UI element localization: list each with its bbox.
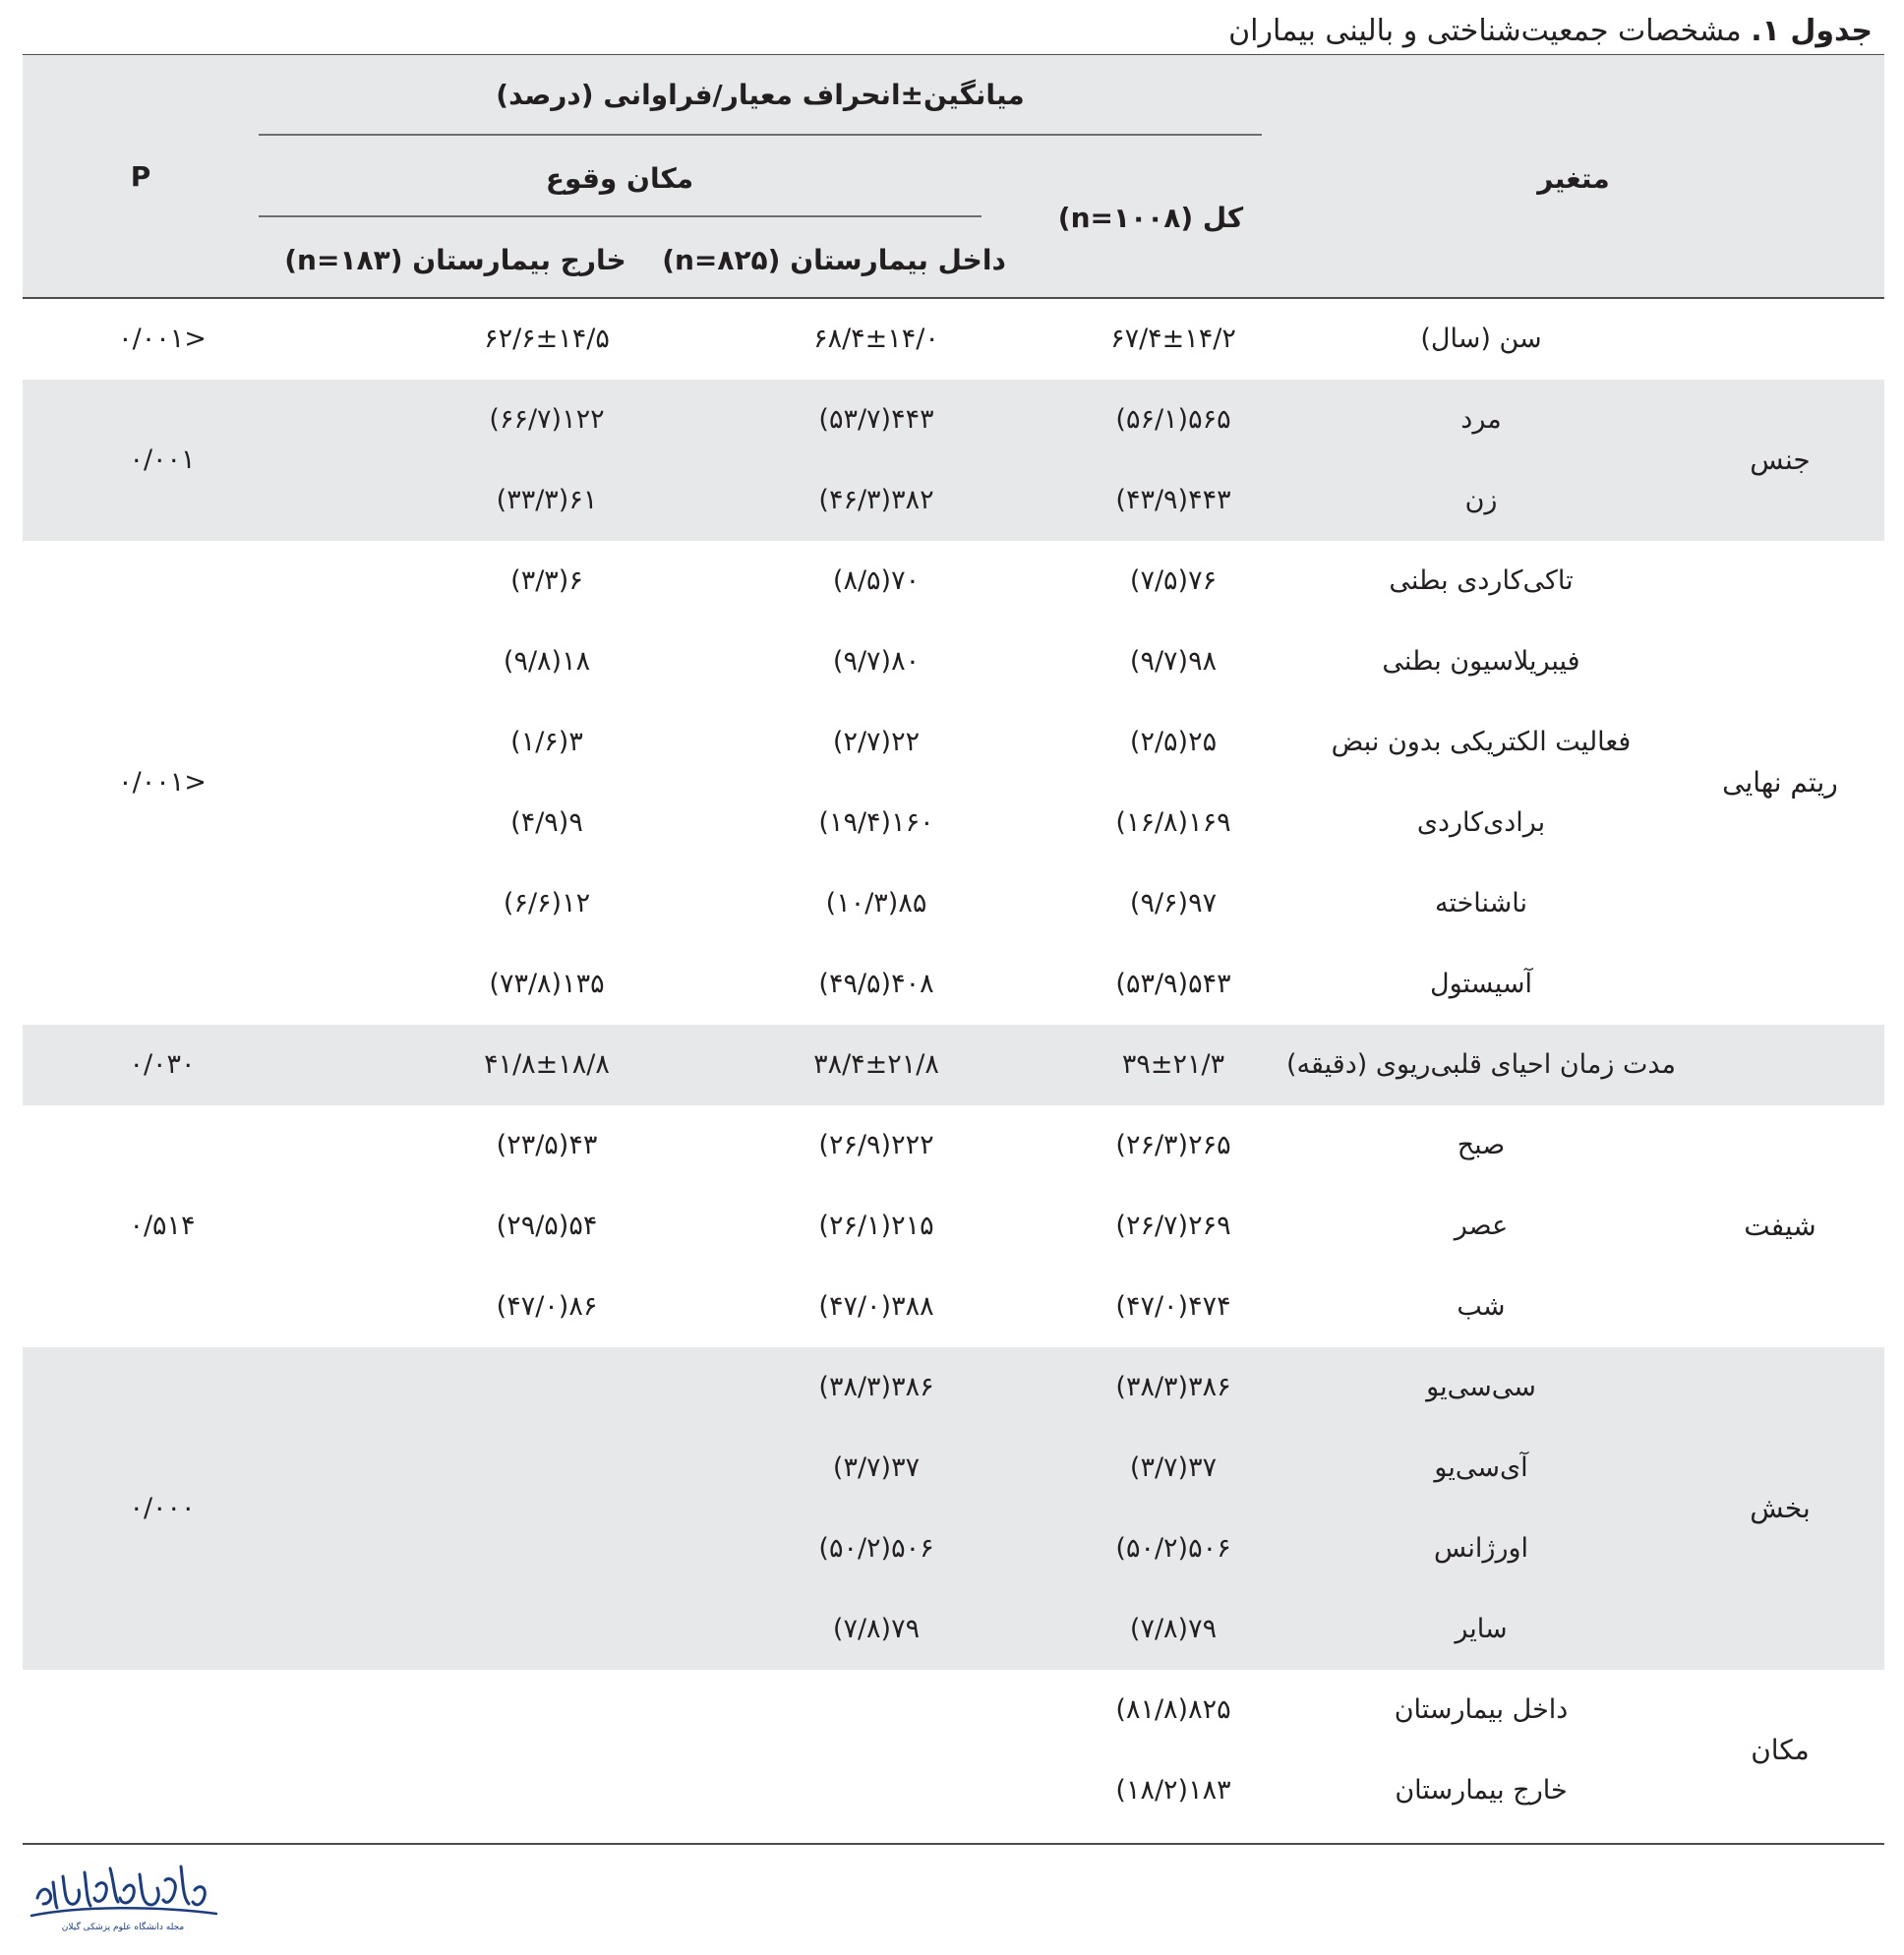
cell-inside: ۱۶۰(۱۹/۴) bbox=[818, 807, 934, 838]
table-row bbox=[23, 702, 1884, 783]
header-rule-stats bbox=[259, 134, 1262, 136]
cell-outside: ۱۲(۶/۶) bbox=[503, 888, 591, 918]
table-row bbox=[23, 299, 1884, 380]
cell-outside: ۶(۳/۳) bbox=[510, 565, 583, 596]
cell-variable: داخل بیمارستان bbox=[1394, 1694, 1569, 1725]
table-row bbox=[23, 1025, 1884, 1105]
cell-outside: ۱۲۲(۶۶/۷) bbox=[489, 404, 605, 435]
cell-total: ۵۶۵(۵۶/۱) bbox=[1115, 404, 1231, 435]
cell-p-value: ۰/۰۳۰ bbox=[129, 1049, 196, 1080]
cell-outside bbox=[399, 1509, 694, 1589]
cell-total: ۴۴۳(۴۳/۹) bbox=[1115, 485, 1231, 515]
cell-inside: ۸۵(۱۰/۳) bbox=[825, 888, 927, 918]
table-caption bbox=[1228, 8, 1873, 55]
cell-total: ۵۰۶(۵۰/۲) bbox=[1115, 1533, 1231, 1564]
cell-total: ۲۵(۲/۵) bbox=[1129, 727, 1218, 757]
header-location: مکان وقوع bbox=[545, 162, 694, 195]
cell-outside: ۴۱/۸±۱۸/۸ bbox=[484, 1049, 610, 1080]
logo-lettering: مجله دانشگاه علوم پزشکی گیلان bbox=[61, 1923, 185, 1932]
cell-outside: ۸۶(۴۷/۰) bbox=[496, 1291, 598, 1322]
header-total: کل (n=۱۰۰۸) bbox=[1057, 202, 1244, 234]
cell-p-value: <۰/۰۰۱ bbox=[118, 324, 207, 354]
table-row bbox=[23, 1428, 1884, 1509]
cell-outside: ۴۳(۲۳/۵) bbox=[496, 1130, 598, 1160]
cell-total: ۹۷(۹/۶) bbox=[1129, 888, 1218, 918]
table-row bbox=[23, 944, 1884, 1025]
cell-variable: صبح bbox=[1457, 1130, 1506, 1160]
table-row bbox=[23, 1589, 1884, 1670]
cell-total: ۷۶(۷/۵) bbox=[1129, 565, 1218, 596]
cell-inside bbox=[729, 1670, 1024, 1750]
cell-inside: ۳۸۸(۴۷/۰) bbox=[818, 1291, 934, 1322]
table-row bbox=[23, 622, 1884, 702]
cell-total: ۱۸۳(۱۸/۲) bbox=[1115, 1775, 1231, 1806]
cell-variable: سن (سال) bbox=[1420, 324, 1542, 354]
cell-variable: سایر bbox=[1455, 1614, 1508, 1644]
caption-label: جدول ۱. bbox=[1751, 14, 1873, 48]
cell-variable: زن bbox=[1464, 485, 1498, 515]
group-label: ریتم نهایی bbox=[1722, 766, 1838, 799]
table-row bbox=[23, 460, 1884, 541]
cell-variable: آی‌سی‌یو bbox=[1434, 1452, 1528, 1483]
cell-inside: ۳۸۲(۴۶/۳) bbox=[818, 485, 934, 515]
cell-variable: برادی‌کاردی bbox=[1416, 807, 1546, 838]
cell-total: ۹۸(۹/۷) bbox=[1129, 646, 1218, 677]
cell-outside bbox=[399, 1670, 694, 1750]
cell-variable: مرد bbox=[1460, 404, 1502, 435]
cell-p-value: <۰/۰۰۱ bbox=[118, 767, 207, 798]
header-stats: میانگین±انحراف معیار/فراوانی (درصد) bbox=[496, 79, 1025, 111]
cell-outside: ۱۸(۹/۸) bbox=[503, 646, 591, 677]
table-row bbox=[23, 1750, 1884, 1831]
group-label: مکان bbox=[1751, 1734, 1810, 1766]
cell-variable: تاکی‌کاردی بطنی bbox=[1389, 565, 1574, 596]
bottom-rule bbox=[23, 1843, 1884, 1845]
caption-text: مشخصات جمعیت‌شناختی و بالینی بیماران bbox=[1228, 14, 1742, 48]
group-label: جنس bbox=[1750, 444, 1811, 476]
table-row bbox=[23, 1105, 1884, 1186]
table-row bbox=[23, 1347, 1884, 1428]
table-row bbox=[23, 1186, 1884, 1267]
cell-inside: ۲۲۲(۲۶/۹) bbox=[818, 1130, 934, 1160]
cell-inside: ۲۱۵(۲۶/۱) bbox=[818, 1211, 934, 1241]
table-row bbox=[23, 1267, 1884, 1347]
cell-total: ۸۲۵(۸۱/۸) bbox=[1115, 1694, 1231, 1725]
cell-p-value: ۰/۵۱۴ bbox=[129, 1211, 196, 1241]
table-row bbox=[23, 863, 1884, 944]
cell-inside: ۷۹(۷/۸) bbox=[832, 1614, 921, 1644]
cell-total: ۷۹(۷/۸) bbox=[1129, 1614, 1218, 1644]
cell-inside: ۶۸/۴±۱۴/۰ bbox=[813, 324, 939, 354]
cell-variable: اورژانس bbox=[1433, 1533, 1529, 1564]
cell-inside: ۴۴۳(۵۳/۷) bbox=[818, 404, 934, 435]
cell-total: ۴۷۴(۴۷/۰) bbox=[1115, 1291, 1231, 1322]
header-p: P bbox=[130, 160, 151, 193]
journal-logo bbox=[20, 1847, 226, 1935]
cell-total: ۱۶۹(۱۶/۸) bbox=[1115, 807, 1231, 838]
cell-outside: ۱۳۵(۷۳/۸) bbox=[489, 969, 605, 999]
cell-p-value: ۰/۰۰۱ bbox=[129, 444, 196, 475]
table-row bbox=[23, 783, 1884, 863]
cell-variable: آسیستول bbox=[1429, 969, 1533, 999]
cell-outside: ۶۱(۳۳/۳) bbox=[496, 485, 598, 515]
cell-outside: ۹(۴/۹) bbox=[510, 807, 583, 838]
cell-outside bbox=[399, 1589, 694, 1670]
cell-variable: عصر bbox=[1454, 1211, 1509, 1241]
cell-total: ۶۷/۴±۱۴/۲ bbox=[1110, 324, 1236, 354]
table-row bbox=[23, 1509, 1884, 1589]
cell-inside: ۳۸۶(۳۸/۳) bbox=[818, 1372, 934, 1402]
cell-outside bbox=[399, 1750, 694, 1831]
cell-total: ۲۶۵(۲۶/۳) bbox=[1115, 1130, 1231, 1160]
cell-outside: ۳(۱/۶) bbox=[510, 727, 583, 757]
table-row bbox=[23, 1670, 1884, 1750]
cell-inside: ۸۰(۹/۷) bbox=[832, 646, 921, 677]
table-row bbox=[23, 541, 1884, 622]
cell-variable: سی‌سی‌یو bbox=[1426, 1372, 1536, 1402]
cell-outside: ۵۴(۲۹/۵) bbox=[496, 1211, 598, 1241]
cell-variable: خارج بیمارستان bbox=[1395, 1775, 1568, 1806]
cell-inside: ۲۲(۲/۷) bbox=[832, 727, 921, 757]
header-outside: خارج بیمارستان (n=۱۸۳) bbox=[284, 244, 626, 276]
cell-p-value: ۰/۰۰۰ bbox=[129, 1493, 196, 1523]
group-label: بخش bbox=[1750, 1492, 1811, 1524]
cell-inside: ۵۰۶(۵۰/۲) bbox=[818, 1533, 934, 1564]
cell-inside bbox=[729, 1750, 1024, 1831]
cell-total: ۳۷(۳/۷) bbox=[1129, 1452, 1218, 1483]
cell-total: ۳۸۶(۳۸/۳) bbox=[1115, 1372, 1231, 1402]
cell-outside bbox=[399, 1428, 694, 1509]
cell-outside bbox=[399, 1347, 694, 1428]
cell-outside: ۶۲/۶±۱۴/۵ bbox=[484, 324, 610, 354]
header-inside: داخل بیمارستان (n=۸۲۵) bbox=[662, 244, 1006, 276]
cell-variable: فعالیت الکتریکی بدون نبض bbox=[1331, 727, 1632, 757]
table-row bbox=[23, 380, 1884, 460]
cell-variable: فیبریلاسیون بطنی bbox=[1382, 646, 1580, 677]
cell-inside: ۳۸/۴±۲۱/۸ bbox=[813, 1049, 939, 1080]
cell-inside: ۷۰(۸/۵) bbox=[832, 565, 921, 596]
cell-variable: شب bbox=[1457, 1291, 1506, 1322]
header-rule-location bbox=[259, 215, 982, 217]
cell-variable: مدت زمان احیای قلبی‌ریوی (دقیقه) bbox=[1285, 1049, 1677, 1080]
header-variable: متغیر bbox=[1537, 162, 1610, 195]
cell-total: ۳۹±۲۱/۳ bbox=[1121, 1049, 1225, 1080]
cell-total: ۲۶۹(۲۶/۷) bbox=[1115, 1211, 1231, 1241]
cell-inside: ۳۷(۳/۷) bbox=[832, 1452, 921, 1483]
cell-variable: ناشناخته bbox=[1434, 888, 1528, 918]
group-label: شیفت bbox=[1744, 1210, 1816, 1242]
cell-inside: ۴۰۸(۴۹/۵) bbox=[818, 969, 934, 999]
cell-total: ۵۴۳(۵۳/۹) bbox=[1115, 969, 1231, 999]
